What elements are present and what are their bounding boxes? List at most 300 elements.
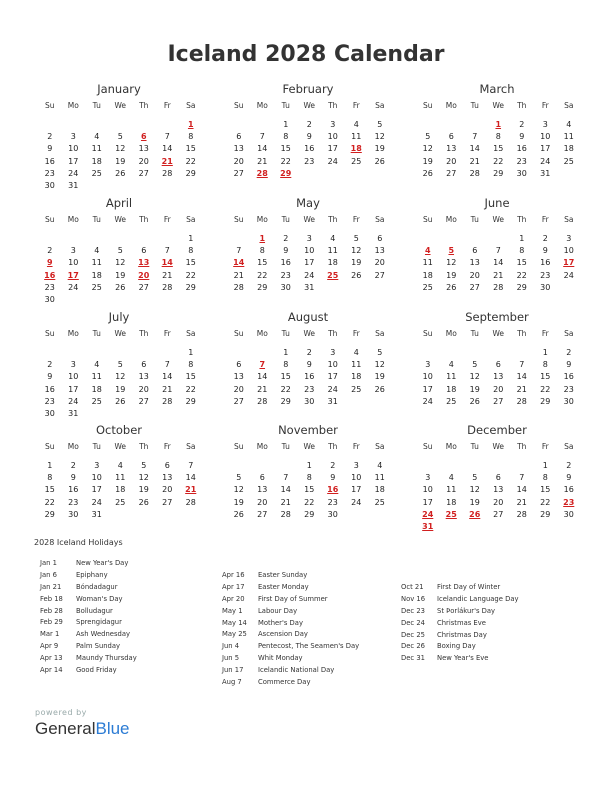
day-cell: 14 xyxy=(280,485,291,495)
day-cell: 17 xyxy=(540,144,551,154)
month-name: August xyxy=(287,310,329,324)
holiday-row xyxy=(401,618,519,630)
weekday-label: Sa xyxy=(186,215,196,224)
weekday-label: Su xyxy=(422,215,433,224)
holiday-name: Easter Sunday xyxy=(258,571,308,579)
weekday-label: Mo xyxy=(256,442,268,451)
weekday-label: Fr xyxy=(352,101,360,110)
day-cell: 11 xyxy=(91,258,102,268)
day-cell: 4 xyxy=(330,234,336,243)
day-cell: 16 xyxy=(563,372,574,382)
empty-day-cell xyxy=(109,119,133,131)
empty-day-cell xyxy=(487,460,511,472)
day-cell: 8 xyxy=(188,246,194,256)
weekday-label: We xyxy=(114,329,127,338)
holiday-name: Sprengidagur xyxy=(76,618,122,627)
holiday-name: First Day of Summer xyxy=(258,594,328,603)
holiday-day-cell: 23 xyxy=(563,497,575,507)
weekday-label: Th xyxy=(139,329,149,338)
holiday-date: Apr 16 xyxy=(222,571,245,579)
day-cell: 23 xyxy=(304,156,315,166)
holiday-date: May 1 xyxy=(222,606,243,615)
day-cell: 18 xyxy=(115,485,126,495)
holiday-day-cell: 9 xyxy=(46,258,53,268)
day-grid xyxy=(38,233,204,306)
holiday-date: Apr 13 xyxy=(40,654,63,663)
day-cell: 13 xyxy=(138,372,149,382)
day-cell: 5 xyxy=(117,246,123,256)
day-cell: 21 xyxy=(469,156,480,166)
weekday-label: We xyxy=(492,215,505,224)
day-cell: 23 xyxy=(304,384,315,394)
day-cell: 18 xyxy=(446,384,457,394)
day-cell: 1 xyxy=(283,348,289,357)
day-cell: 19 xyxy=(115,156,126,166)
weekday-label: Mo xyxy=(445,442,457,451)
weekday-label: Th xyxy=(139,215,149,224)
holiday-name: Ash Wednesday xyxy=(76,630,131,639)
day-cell: 27 xyxy=(469,282,480,292)
empty-day-cell xyxy=(156,119,180,131)
holiday-name: Labour Day xyxy=(258,606,298,615)
empty-day-cell xyxy=(156,233,180,245)
holiday-row xyxy=(222,606,359,618)
day-cell: 19 xyxy=(233,497,244,507)
day-cell: 26 xyxy=(374,384,385,394)
day-cell: 29 xyxy=(493,168,504,178)
day-cell: 24 xyxy=(351,497,362,507)
day-cell: 18 xyxy=(327,258,338,268)
empty-day-cell xyxy=(251,460,275,472)
day-cell: 13 xyxy=(493,372,504,382)
weekday-label: Th xyxy=(517,101,527,110)
holiday-day-cell: 1 xyxy=(187,120,194,129)
day-cell: 30 xyxy=(516,168,527,178)
holiday-date: Feb 28 xyxy=(40,606,63,615)
month-april xyxy=(34,196,204,306)
day-cell: 4 xyxy=(448,473,454,483)
day-cell: 27 xyxy=(138,396,149,406)
empty-day-cell xyxy=(440,460,464,472)
holiday-name: Bolludagur xyxy=(76,606,113,615)
day-cell: 16 xyxy=(304,144,315,154)
day-cell: 8 xyxy=(306,473,312,483)
day-cell: 25 xyxy=(351,384,362,394)
day-cell: 24 xyxy=(327,156,338,166)
holiday-date: Apr 17 xyxy=(222,582,245,591)
weekday-label: Tu xyxy=(92,215,101,224)
holiday-row xyxy=(40,582,137,594)
day-cell: 3 xyxy=(70,246,76,256)
day-cell: 14 xyxy=(516,485,527,495)
holiday-date: Nov 16 xyxy=(401,594,426,603)
day-cell: 28 xyxy=(162,282,173,292)
day-cell: 25 xyxy=(91,282,102,292)
weekday-label: Tu xyxy=(281,329,290,338)
empty-day-cell xyxy=(227,347,251,359)
day-cell: 20 xyxy=(374,258,385,268)
day-cell: 27 xyxy=(233,168,244,178)
day-cell: 4 xyxy=(117,461,123,470)
day-cell: 19 xyxy=(115,384,126,394)
holiday-name: Christmas Day xyxy=(437,630,487,639)
weekday-label: Mo xyxy=(445,101,457,110)
holiday-name: Commerce Day xyxy=(258,678,311,687)
holiday-date: Aug 7 xyxy=(222,678,242,687)
day-cell: 16 xyxy=(304,372,315,382)
day-cell: 5 xyxy=(472,473,478,483)
day-cell: 3 xyxy=(330,348,336,357)
day-cell: 23 xyxy=(44,168,55,178)
empty-day-cell xyxy=(440,119,464,131)
day-cell: 6 xyxy=(495,360,501,370)
day-cell: 2 xyxy=(47,246,53,256)
weekday-header xyxy=(416,101,582,111)
day-cell: 12 xyxy=(233,485,244,495)
holiday-date: Dec 25 xyxy=(401,630,425,639)
day-cell: 30 xyxy=(327,509,338,519)
day-cell: 9 xyxy=(542,246,548,256)
day-cell: 10 xyxy=(422,372,433,382)
weekday-label: We xyxy=(492,101,505,110)
day-cell: 15 xyxy=(44,485,55,495)
page-title: Iceland 2028 Calendar xyxy=(167,42,445,67)
weekday-label: Th xyxy=(328,101,338,110)
day-cell: 1 xyxy=(188,348,194,357)
month-february xyxy=(223,82,393,180)
holiday-date: Jan 21 xyxy=(40,582,62,591)
empty-day-cell xyxy=(416,119,440,131)
day-cell: 3 xyxy=(70,132,76,142)
holiday-name: New Year's Day xyxy=(76,559,129,567)
holiday-date: Jun 5 xyxy=(222,654,240,663)
day-cell: 20 xyxy=(233,384,244,394)
day-cell: 13 xyxy=(233,144,244,154)
month-name: July xyxy=(108,310,130,324)
weekday-label: Tu xyxy=(470,215,479,224)
day-cell: 14 xyxy=(162,372,173,382)
empty-day-cell xyxy=(62,347,86,359)
holiday-row xyxy=(40,570,137,582)
holiday-column xyxy=(222,570,359,689)
day-cell: 22 xyxy=(304,497,315,507)
weekday-header xyxy=(227,101,393,111)
weekday-label: Th xyxy=(517,215,527,224)
day-cell: 16 xyxy=(68,485,79,495)
day-cell: 31 xyxy=(304,282,315,292)
month-june xyxy=(412,196,582,294)
empty-day-cell xyxy=(156,347,180,359)
day-cell: 18 xyxy=(91,384,102,394)
weekday-label: Mo xyxy=(256,329,268,338)
holiday-name: St Þorlákur's Day xyxy=(437,606,496,615)
day-cell: 27 xyxy=(493,509,504,519)
day-cell: 3 xyxy=(70,360,76,370)
empty-day-cell xyxy=(227,119,251,131)
weekday-label: Su xyxy=(422,442,433,451)
day-cell: 12 xyxy=(115,372,126,382)
holiday-day-cell: 1 xyxy=(495,120,502,129)
holiday-day-cell: 18 xyxy=(350,144,362,154)
day-cell: 19 xyxy=(138,485,149,495)
day-cell: 9 xyxy=(47,372,53,382)
day-cell: 21 xyxy=(280,497,291,507)
day-cell: 28 xyxy=(162,396,173,406)
day-cell: 4 xyxy=(377,461,383,470)
day-cell: 20 xyxy=(138,384,149,394)
weekday-header xyxy=(227,442,393,452)
day-cell: 15 xyxy=(516,258,527,268)
empty-day-cell xyxy=(251,119,275,131)
day-cell: 20 xyxy=(469,270,480,280)
holiday-row xyxy=(222,582,359,594)
day-cell: 25 xyxy=(91,396,102,406)
weekday-header xyxy=(38,215,204,225)
holiday-day-cell: 17 xyxy=(563,258,575,268)
day-cell: 1 xyxy=(283,120,289,129)
day-cell: 11 xyxy=(351,132,362,142)
holiday-day-cell: 1 xyxy=(259,234,266,243)
holiday-date: Dec 23 xyxy=(401,606,425,615)
day-cell: 12 xyxy=(374,360,385,370)
weekday-label: Sa xyxy=(564,442,574,451)
holiday-row xyxy=(40,617,137,629)
day-cell: 22 xyxy=(280,384,291,394)
day-cell: 17 xyxy=(91,485,102,495)
day-cell: 23 xyxy=(540,270,551,280)
day-cell: 23 xyxy=(68,497,79,507)
weekday-label: Sa xyxy=(375,101,385,110)
month-september xyxy=(412,310,582,408)
day-cell: 16 xyxy=(516,144,527,154)
empty-day-cell xyxy=(109,233,133,245)
day-cell: 29 xyxy=(540,509,551,519)
day-cell: 9 xyxy=(47,144,53,154)
day-cell: 18 xyxy=(91,270,102,280)
weekday-label: Sa xyxy=(564,215,574,224)
empty-day-cell xyxy=(227,460,251,472)
weekday-label: Mo xyxy=(445,215,457,224)
day-cell: 21 xyxy=(257,156,268,166)
month-name: December xyxy=(467,423,527,437)
weekday-label: Tu xyxy=(92,442,101,451)
day-cell: 20 xyxy=(257,497,268,507)
day-cell: 21 xyxy=(493,270,504,280)
holiday-date: Mar 1 xyxy=(40,630,60,639)
day-cell: 9 xyxy=(566,360,572,370)
empty-day-cell xyxy=(85,347,109,359)
day-cell: 18 xyxy=(446,497,457,507)
holiday-day-cell: 25 xyxy=(327,270,339,280)
month-name: October xyxy=(95,423,143,437)
weekday-label: Tu xyxy=(470,329,479,338)
holiday-row xyxy=(222,594,359,606)
weekday-label: Fr xyxy=(163,329,171,338)
day-cell: 28 xyxy=(516,396,527,406)
day-cell: 14 xyxy=(257,372,268,382)
weekday-label: Fr xyxy=(163,215,171,224)
holiday-date: Jun 4 xyxy=(222,642,240,651)
day-cell: 30 xyxy=(304,396,315,406)
holiday-name: Ascension Day xyxy=(258,630,308,639)
day-cell: 7 xyxy=(164,132,170,142)
weekday-label: Su xyxy=(233,101,244,110)
day-cell: 7 xyxy=(495,246,501,256)
day-cell: 2 xyxy=(306,348,312,357)
day-cell: 20 xyxy=(233,156,244,166)
day-cell: 20 xyxy=(493,497,504,507)
day-cell: 10 xyxy=(68,372,79,382)
day-cell: 12 xyxy=(374,132,385,142)
day-cell: 9 xyxy=(519,132,525,142)
weekday-label: We xyxy=(492,442,505,451)
day-cell: 10 xyxy=(304,246,315,256)
month-august xyxy=(223,310,393,408)
day-cell: 27 xyxy=(257,509,268,519)
weekday-label: Th xyxy=(139,101,149,110)
day-cell: 4 xyxy=(94,132,100,142)
empty-day-cell xyxy=(510,347,534,359)
day-cell: 7 xyxy=(283,473,289,483)
weekday-label: We xyxy=(114,215,127,224)
holiday-column xyxy=(401,582,519,665)
brand-text-blue: Blue xyxy=(95,719,130,738)
day-cell: 26 xyxy=(469,396,480,406)
day-cell: 12 xyxy=(115,258,126,268)
day-cell: 11 xyxy=(563,132,574,142)
day-cell: 17 xyxy=(68,156,79,166)
empty-day-cell xyxy=(62,233,86,245)
day-cell: 26 xyxy=(115,168,126,178)
day-cell: 28 xyxy=(280,509,291,519)
day-cell: 11 xyxy=(327,246,338,256)
holiday-day-cell: 24 xyxy=(422,509,434,519)
day-cell: 15 xyxy=(540,372,551,382)
day-cell: 15 xyxy=(493,144,504,154)
day-cell: 13 xyxy=(469,258,480,268)
day-grid xyxy=(416,460,582,533)
day-cell: 9 xyxy=(330,473,336,483)
brand-logo[interactable] xyxy=(35,719,130,739)
day-cell: 10 xyxy=(351,473,362,483)
day-cell: 13 xyxy=(138,144,149,154)
day-cell: 19 xyxy=(351,258,362,268)
day-cell: 31 xyxy=(68,408,79,418)
day-cell: 29 xyxy=(516,282,527,292)
day-cell: 6 xyxy=(236,132,242,142)
day-cell: 9 xyxy=(306,132,312,142)
weekday-header xyxy=(416,329,582,339)
day-cell: 25 xyxy=(351,156,362,166)
month-october xyxy=(34,423,204,521)
day-cell: 11 xyxy=(446,372,457,382)
weekday-label: Th xyxy=(328,442,338,451)
day-cell: 19 xyxy=(469,384,480,394)
day-cell: 5 xyxy=(353,234,359,243)
holiday-date: Apr 9 xyxy=(40,642,59,651)
day-cell: 8 xyxy=(188,360,194,370)
holiday-row xyxy=(40,606,137,618)
day-grid xyxy=(227,460,393,521)
day-cell: 14 xyxy=(493,258,504,268)
weekday-label: Th xyxy=(139,442,149,451)
month-december xyxy=(412,423,582,533)
day-cell: 25 xyxy=(563,156,574,166)
weekday-header xyxy=(416,215,582,225)
weekday-label: Su xyxy=(44,101,55,110)
holiday-name: Icelandic National Day xyxy=(258,666,335,675)
day-cell: 15 xyxy=(280,372,291,382)
day-cell: 26 xyxy=(351,270,362,280)
holiday-name: Palm Sunday xyxy=(76,642,121,651)
day-cell: 21 xyxy=(516,497,527,507)
weekday-label: Fr xyxy=(541,442,549,451)
day-cell: 7 xyxy=(519,473,525,483)
day-cell: 23 xyxy=(516,156,527,166)
day-cell: 11 xyxy=(115,473,126,483)
day-cell: 27 xyxy=(493,396,504,406)
day-cell: 30 xyxy=(44,294,55,304)
day-cell: 27 xyxy=(233,396,244,406)
month-name: May xyxy=(296,196,320,210)
weekday-label: Th xyxy=(328,215,338,224)
day-cell: 22 xyxy=(280,156,291,166)
day-cell: 13 xyxy=(257,485,268,495)
day-cell: 23 xyxy=(563,384,574,394)
empty-day-cell xyxy=(416,460,440,472)
weekday-header xyxy=(38,442,204,452)
day-cell: 21 xyxy=(516,384,527,394)
day-grid xyxy=(227,347,393,408)
day-cell: 7 xyxy=(164,360,170,370)
empty-day-cell xyxy=(85,119,109,131)
weekday-label: We xyxy=(303,215,316,224)
weekday-label: Su xyxy=(44,215,55,224)
day-cell: 30 xyxy=(68,509,79,519)
day-cell: 18 xyxy=(563,144,574,154)
day-cell: 24 xyxy=(91,497,102,507)
day-cell: 2 xyxy=(70,461,76,470)
day-cell: 18 xyxy=(374,485,385,495)
day-cell: 3 xyxy=(566,234,572,243)
month-name: November xyxy=(278,423,338,437)
holiday-name: Epiphany xyxy=(76,570,108,579)
holiday-row xyxy=(40,558,137,570)
day-cell: 4 xyxy=(94,360,100,370)
holiday-name: Icelandic Language Day xyxy=(437,594,519,603)
holiday-name: Bóndadagur xyxy=(76,582,118,591)
day-cell: 3 xyxy=(542,120,548,129)
day-cell: 1 xyxy=(188,234,194,243)
holiday-day-cell: 21 xyxy=(185,485,197,495)
day-cell: 20 xyxy=(138,156,149,166)
holiday-name: New Year's Eve xyxy=(437,654,489,663)
day-cell: 30 xyxy=(563,509,574,519)
holiday-day-cell: 28 xyxy=(256,168,268,178)
holiday-name: Boxing Day xyxy=(437,642,476,651)
day-cell: 11 xyxy=(446,485,457,495)
month-may xyxy=(223,196,393,294)
day-cell: 5 xyxy=(236,473,242,483)
day-cell: 31 xyxy=(540,168,551,178)
day-cell: 9 xyxy=(566,473,572,483)
empty-day-cell xyxy=(487,233,511,245)
day-cell: 27 xyxy=(138,168,149,178)
day-cell: 29 xyxy=(185,396,196,406)
day-cell: 17 xyxy=(68,384,79,394)
weekday-label: Fr xyxy=(352,215,360,224)
holiday-date: Oct 21 xyxy=(401,583,424,591)
